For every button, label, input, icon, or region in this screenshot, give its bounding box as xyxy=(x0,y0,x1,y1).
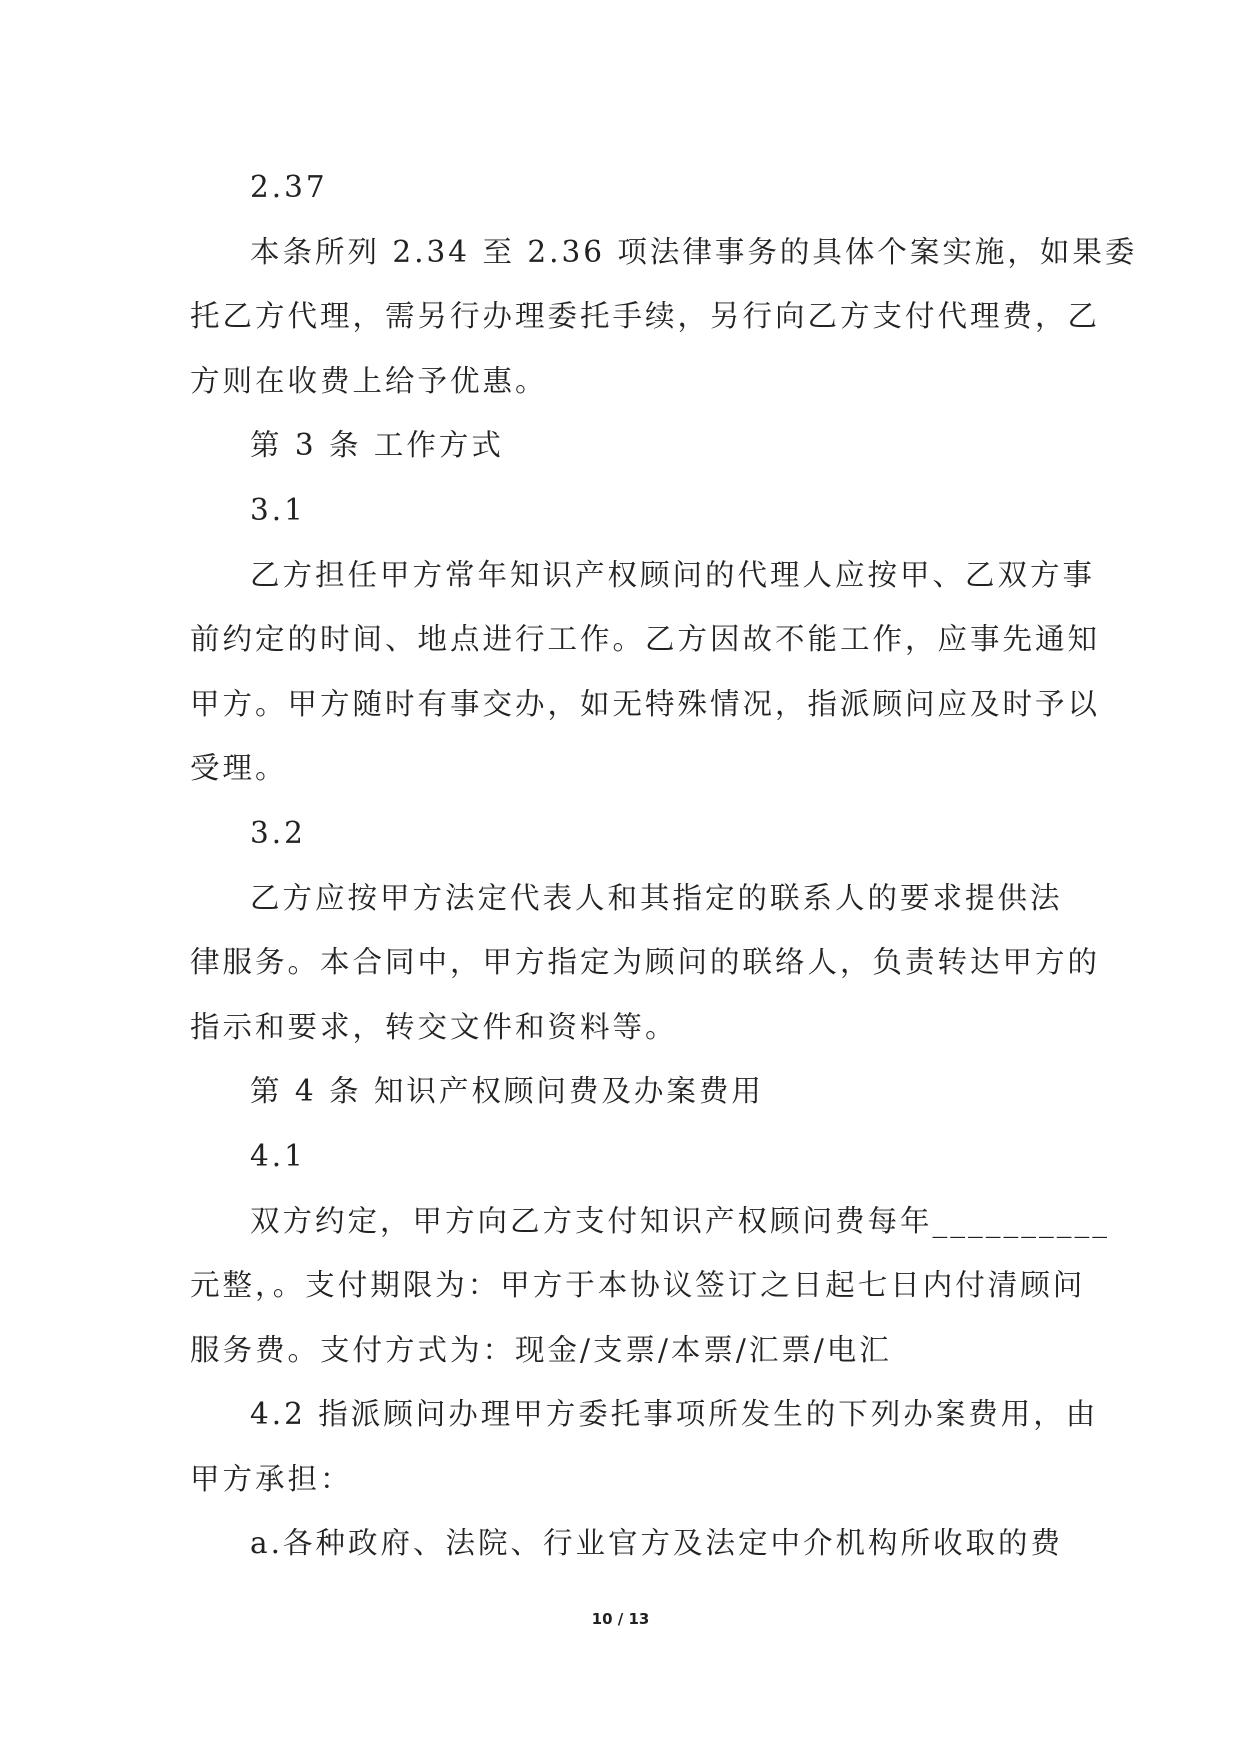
text-line: 服务费。支付方式为：现金/支票/本票/汇票/电汇 xyxy=(190,1332,892,1367)
text-line: 3.2 xyxy=(250,815,306,850)
page-number: 10 / 13 xyxy=(591,1610,650,1628)
text-line: 2.37 xyxy=(250,170,328,204)
document-body xyxy=(190,155,1138,1576)
text-line: 甲方承担： xyxy=(190,1461,353,1496)
text-line: 受理。 xyxy=(190,751,288,786)
text-line: 4.2 指派顾问办理甲方委托事项所发生的下列办案费用，由 xyxy=(250,1397,1099,1432)
text-line: 乙方应按甲方法定代表人和其指定的联系人的要求提供法 xyxy=(250,880,1063,915)
text-line: 托乙方代理，需另行办理委托手续，另行向乙方支付代理费，乙 xyxy=(190,299,1101,334)
text-line: 第 4 条 知识产权顾问费及办案费用 xyxy=(250,1074,764,1109)
text-line: 元整，。支付期限为：甲方于本协议签订之日起七日内付清顾问 xyxy=(190,1268,1086,1303)
text-line: a.各种政府、法院、行业官方及法定中介机构所收取的费 xyxy=(250,1526,1063,1561)
text-line: 甲方。甲方随时有事交办，如无特殊情况，指派顾问应及时予以 xyxy=(190,686,1101,721)
text-line: 前约定的时间、地点进行工作。乙方因故不能工作，应事先通知 xyxy=(190,622,1101,657)
text-line: 双方约定，甲方向乙方支付知识产权顾问费每年__________ xyxy=(250,1203,1111,1238)
text-line: 4.1 xyxy=(250,1138,306,1173)
text-line: 方则在收费上给予优惠。 xyxy=(190,363,548,398)
text-line: 律服务。本合同中，甲方指定为顾问的联络人，负责转达甲方的 xyxy=(190,945,1101,980)
text-line: 指示和要求，转交文件和资料等。 xyxy=(190,1009,678,1044)
text-line: 3.1 xyxy=(250,492,306,527)
text-line: 本条所列 2.34 至 2.36 项法律事务的具体个案实施，如果委 xyxy=(250,234,1138,269)
text-line: 第 3 条 工作方式 xyxy=(250,428,504,463)
text-line: 乙方担任甲方常年知识产权顾问的代理人应按甲、乙双方事 xyxy=(250,557,1096,592)
